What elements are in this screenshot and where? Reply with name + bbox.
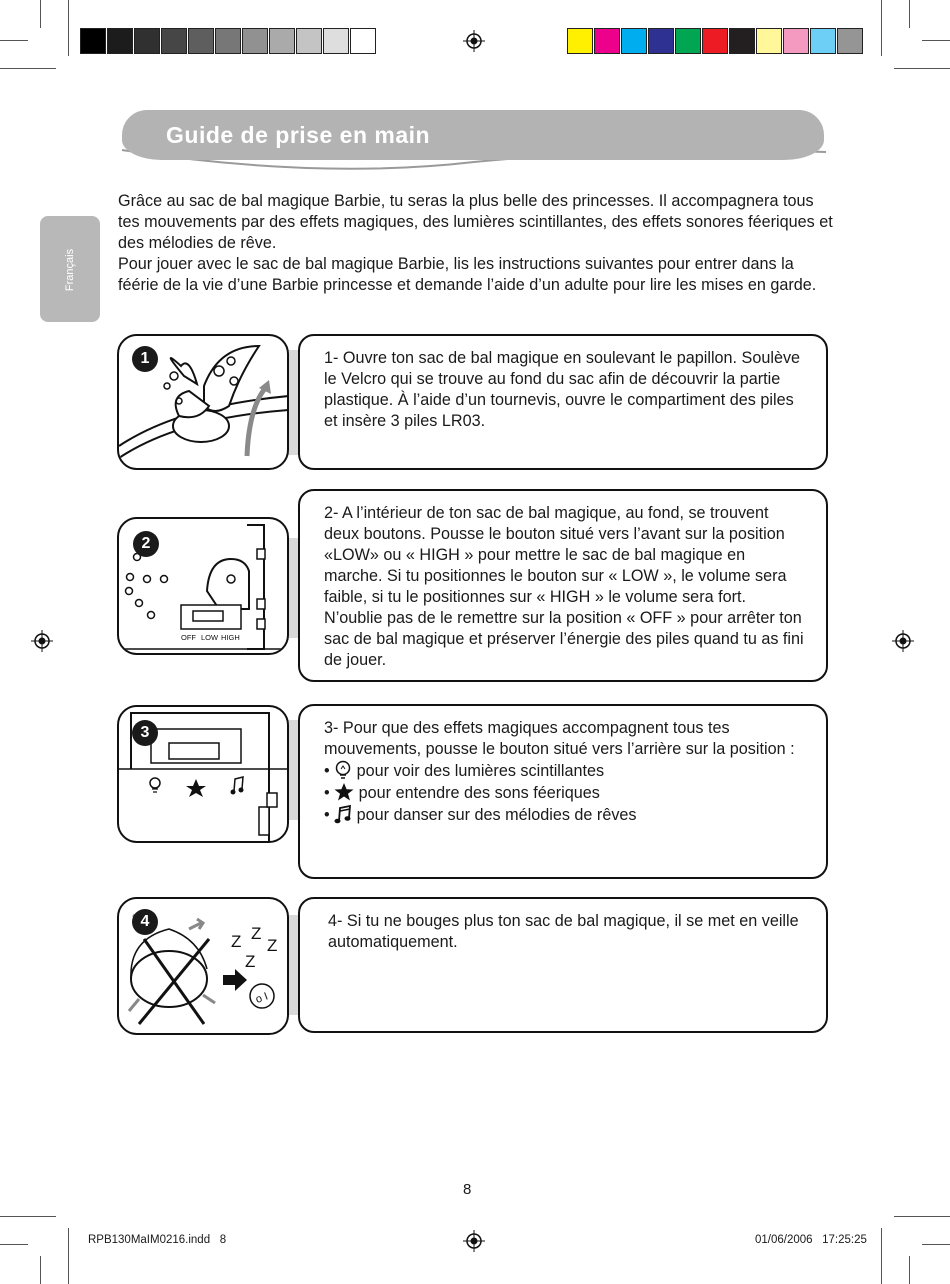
step-1-badge: 1 [132, 346, 158, 372]
color-swatch [188, 28, 214, 54]
step-3-bullet-text: pour entendre des sons féeriques [358, 784, 600, 802]
step-3-bullet-sounds [324, 782, 808, 804]
crop-mark [0, 68, 56, 69]
color-swatch [215, 28, 241, 54]
color-swatch [323, 28, 349, 54]
registration-mark-icon [31, 630, 53, 652]
crop-mark [909, 0, 910, 28]
crop-mark [68, 1228, 69, 1284]
crop-mark [68, 0, 69, 56]
step-3-bullet-lights [324, 760, 808, 782]
step-3-box [298, 704, 828, 879]
color-swatch [756, 28, 782, 54]
crop-mark [909, 1256, 910, 1284]
power-off-symbol: o I [254, 990, 270, 1006]
light-bulb-icon [334, 760, 352, 780]
color-swatch [729, 28, 755, 54]
color-swatch [648, 28, 674, 54]
step-2-box [298, 489, 828, 682]
step-4-text: 4- Si tu ne bouges plus ton sac de bal magique, il se met en veille automatiquement. [328, 912, 799, 951]
switch-label-off: OFF [181, 633, 196, 642]
footer-datetime: 01/06/2006 17:25:25 [755, 1234, 867, 1246]
zzz-letter: Z [231, 932, 242, 951]
zzz-letter: Z [245, 952, 256, 971]
zzz-letter: Z [267, 936, 278, 955]
step-3-intro: 3- Pour que des effets magiques accompagnent tous tes mouvements, pousse le bouton situé vers l’arrière sur la position : [324, 719, 795, 758]
zzz-letter: Z [251, 924, 262, 943]
crop-mark [40, 0, 41, 28]
color-swatch [269, 28, 295, 54]
page-title: Guide de prise en main [166, 122, 431, 148]
color-swatch [702, 28, 728, 54]
step-3-bullet-melodies [324, 804, 808, 826]
step-4-box [298, 897, 828, 1033]
step-3-badge: 3 [132, 720, 158, 746]
crop-mark [881, 0, 882, 56]
color-swatch [810, 28, 836, 54]
step-1-text: 1- Ouvre ton sac de bal magique en soulevant le papillon. Soulève le Velcro qui se trouve au fond du sac afin de découvrir la partie plastique. À l’aide d’un tournevis, ouvre le compartiment des piles et insère 3 piles LR03. [324, 349, 801, 430]
registration-mark-icon [463, 1230, 485, 1252]
switch-label-low: LOW [201, 633, 219, 642]
color-swatch [296, 28, 322, 54]
crop-mark [922, 40, 950, 41]
intro-text [118, 191, 833, 296]
color-swatch [161, 28, 187, 54]
grayscale-color-bar [80, 28, 377, 54]
color-swatch [107, 28, 133, 54]
step-3-bullet-text: pour danser sur des mélodies de rêves [356, 806, 637, 824]
bullet: • [324, 806, 330, 824]
color-swatch [80, 28, 106, 54]
process-color-bar [567, 28, 864, 54]
intro-paragraph: Grâce au sac de bal magique Barbie, tu seras la plus belle des princesses. Il accompagnera tous tes mouvements par des effets magiques, des lumières scintillantes, des effets sonores féeriques et des mélodies de rêve. [118, 192, 833, 252]
step-3-bullet-text: pour voir des lumières scintillantes [356, 762, 605, 780]
star-icon [334, 782, 354, 802]
crop-mark [0, 1244, 28, 1245]
color-swatch [783, 28, 809, 54]
page-number: 8 [463, 1181, 472, 1198]
color-swatch [837, 28, 863, 54]
crop-mark [881, 1228, 882, 1284]
color-swatch [675, 28, 701, 54]
step-4-badge: 4 [132, 909, 158, 935]
crop-mark [922, 1244, 950, 1245]
switch-label-high: HIGH [221, 633, 240, 642]
color-swatch [134, 28, 160, 54]
crop-mark [0, 40, 28, 41]
step-2-badge: 2 [133, 531, 159, 557]
bullet: • [324, 784, 330, 802]
color-swatch [567, 28, 593, 54]
color-swatch [594, 28, 620, 54]
crop-mark [40, 1256, 41, 1284]
crop-mark [894, 1216, 950, 1217]
music-note-icon [334, 804, 352, 824]
crop-mark [0, 1216, 56, 1217]
footer-file-info: RPB130MaIM0216.indd 8 [88, 1234, 227, 1246]
intro-paragraph: Pour jouer avec le sac de bal magique Barbie, lis les instructions suivantes pour entrer dans la féérie de la vie d’une Barbie princesse et demande l’aide d’un adulte pour lire les mises en garde. [118, 255, 817, 294]
color-swatch [621, 28, 647, 54]
color-swatch [242, 28, 268, 54]
crop-mark [894, 68, 950, 69]
bullet: • [324, 762, 330, 780]
registration-mark-icon [892, 630, 914, 652]
step-1-box [298, 334, 828, 470]
step-2-text: 2- A l’intérieur de ton sac de bal magique, au fond, se trouvent deux boutons. Pousse le bouton situé vers l’avant sur la position «LOW» ou « HIGH » pour mettre le sac de bal magique en marche. Si tu positionnes le bouton sur « LOW », le volume sera faible, si tu le positionnes sur « HIGH » le volume sera fort. N’oublie pas de le remettre sur la position « OFF » pour arrêter ton sac de bal magique et préserver l’énergie des piles quand tu as fini de jouer. [324, 504, 804, 669]
color-swatch [350, 28, 376, 54]
language-tab-label: Français [64, 248, 76, 292]
registration-mark-icon [463, 30, 485, 52]
